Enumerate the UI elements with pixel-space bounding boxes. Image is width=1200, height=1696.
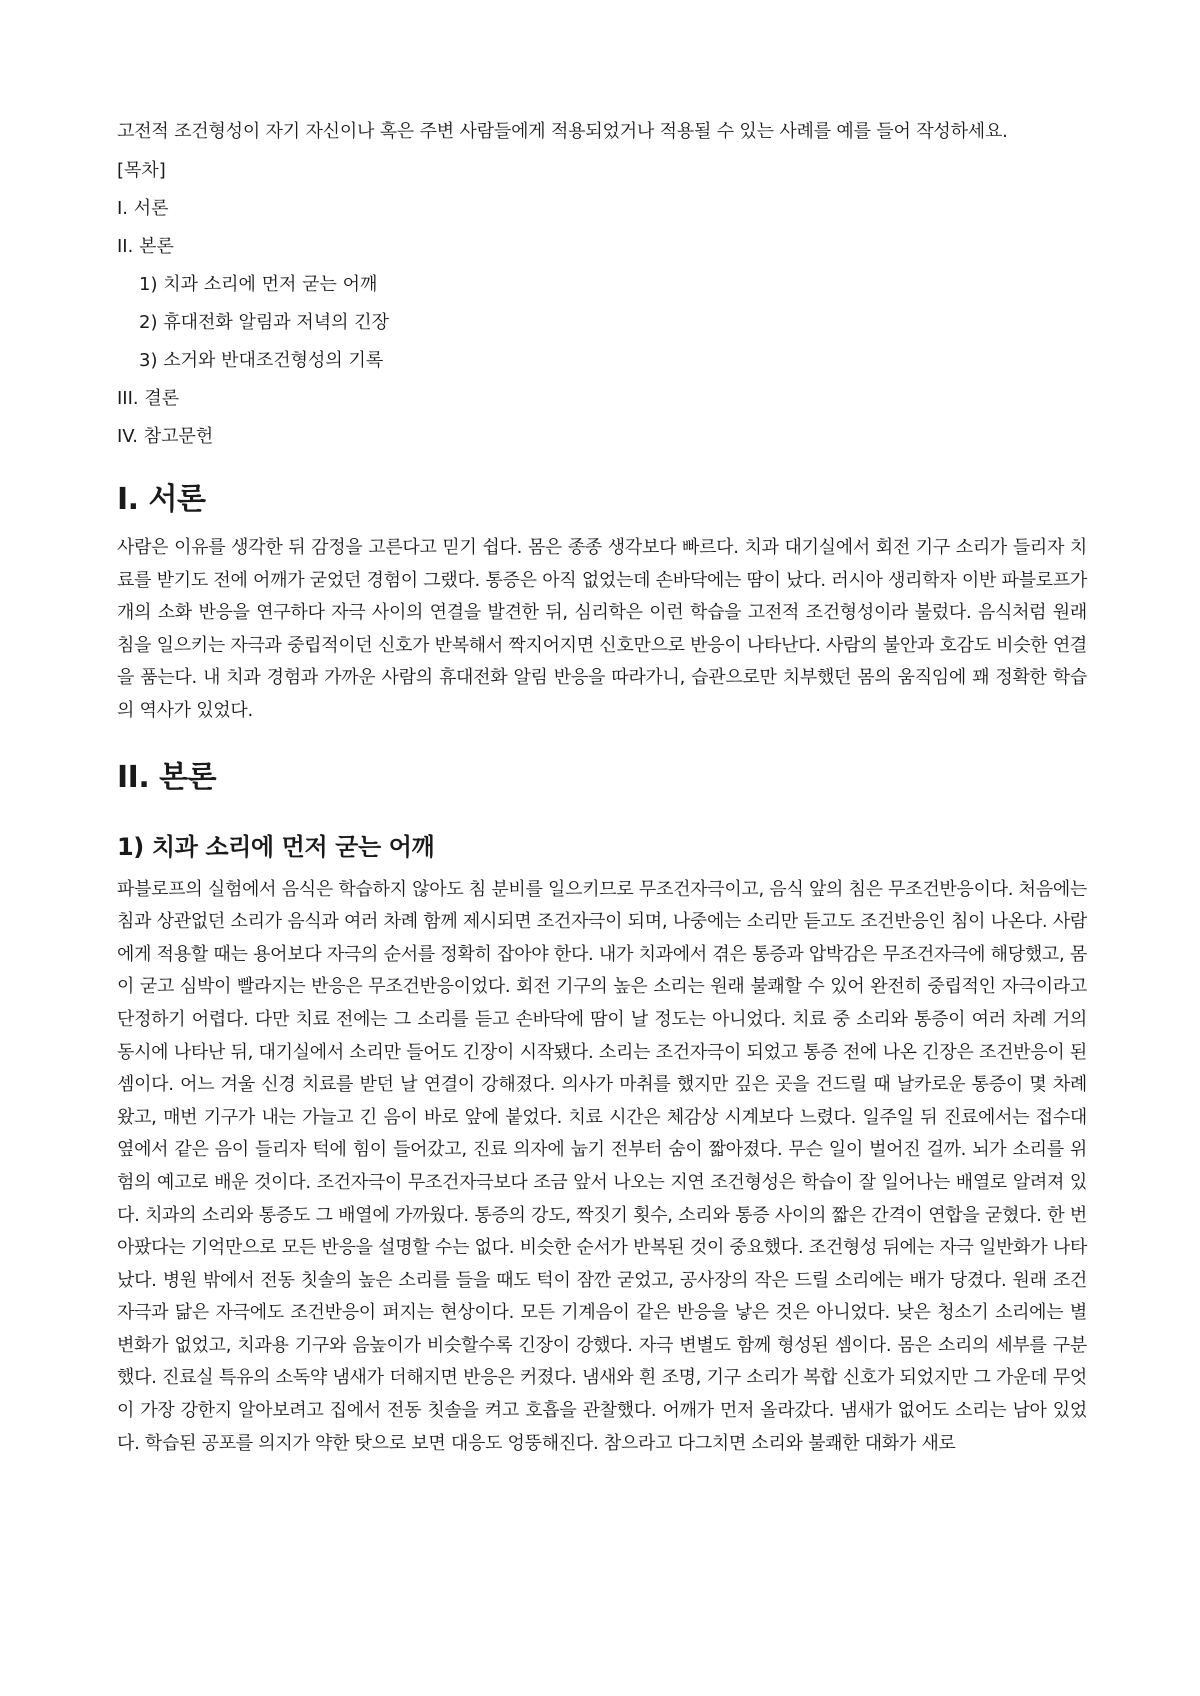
subsection-1-paragraph: 파블로프의 실험에서 음식은 학습하지 않아도 침 분비를 일으키므로 무조건자극이고, 음식 앞의 침은 무조건반응이다. 처음에는 침과 상관없던 소리가 음식과 여러 차례 함께 제시되면 조건자극이 되며, 나중에는 소리만 듣고도 조건반응인 침이 나온다. 사람에게 적용할 때는 용어보다 자극의 순서를 정확히 잡아야 한다. 내가 치과에서 겪은 통증과 압박감은 무조건자극에 해당했고, 몸이 굳고 심박이 빨라지는 반응은 무조건반응이었다. 회전 기구의 높은 소리는 원래 불쾌할 수 있어 완전히 중립적인 자극이라고 단정하기 어렵다. 다만 치료 전에는 그 소리를 듣고 손바닥에 땀이 날 정도는 아니었다. 치료 중 소리와 통증이 여러 차례 거의 동시에 나타난 뒤, 대기실에서 소리만 들어도 긴장이 시작됐다. 소리는 조건자극이 되었고 통증 전에 나온 긴장은 조건반응이 된 셈이다. 어느 겨울 신경 치료를 받던 날 연결이 강해졌다. 의사가 마취를 했지만 깊은 곳을 건드릴 때 날카로운 통증이 몇 차례 왔고, 매번 기구가 내는 가늘고 긴 음이 바로 앞에 붙었다. 치료 시간은 체감상 시계보다 느렸다. 일주일 뒤 진료에서는 접수대 옆에서 같은 음이 들리자 턱에 힘이 들어갔고, 진료 의자에 눕기 전부터 숨이 짧아졌다. 무슨 일이 벌어진 걸까. 뇌가 소리를 위험의 예고로 배운 것이다. 조건자극이 무조건자극보다 조금 앞서 나오는 지연 조건형성은 학습이 잘 일어나는 배열로 알려져 있다. 치과의 소리와 통증도 그 배열에 가까웠다. 통증의 강도, 짝짓기 횟수, 소리와 통증 사이의 짧은 간격이 연합을 굳혔다. 한 번 아팠다는 기억만으로 모든 반응을 설명할 수는 없다. 비슷한 순서가 반복된 것이 중요했다. 조건형성 뒤에는 자극 일반화가 나타났다. 병원 밖에서 전동 칫솔의 높은 소리를 들을 때도 턱이 잠깐 굳었고, 공사장의 작은 드릴 소리에는 배가 당겼다. 원래 조건자극과 닮은 자극에도 조건반응이 퍼지는 현상이다. 모든 기계음이 같은 반응을 낳은 것은 아니었다. 낮은 청소기 소리에는 별 변화가 없었고, 치과용 기구와 음높이가 비슷할수록 긴장이 강했다. 자극 변별도 함께 형성된 셈이다. 몸은 소리의 세부를 구분했다. 진료실 특유의 소독약 냄새가 더해지면 반응은 커졌다. 냄새와 흰 조명, 기구 소리가 복합 신호가 되었지만 그 가운데 무엇이 가장 강한지 알아보려고 집에서 전동 칫솔을 켜고 호흡을 관찰했다. 어깨가 먼저 올라갔다. 냄새가 없어도 소리는 남아 있었다. 학습된 공포를 의지가 약한 탓으로 보면 대응도 엉뚱해진다. 참으라고 다그치면 소리와 불쾌한 대화가 새로 bbox=[117, 878, 1087, 1454]
toc-item-references: IV. 참고문헌 bbox=[117, 426, 214, 447]
toc-item-body-3: 3) 소거와 반대조건형성의 기록 bbox=[139, 350, 384, 371]
toc-heading: [목차] bbox=[117, 160, 166, 181]
table-of-contents bbox=[117, 196, 1087, 450]
document-page bbox=[117, 118, 1087, 1460]
toc-item-body-1: 1) 치과 소리에 먼저 굳는 어깨 bbox=[139, 274, 378, 295]
toc-item-body-2: 2) 휴대전화 알림과 저녁의 긴장 bbox=[139, 312, 390, 333]
intro-paragraph: 사람은 이유를 생각한 뒤 감정을 고른다고 믿기 쉽다. 몸은 종종 생각보다 빠르다. 치과 대기실에서 회전 기구 소리가 들리자 치료를 받기도 전에 어깨가 굳었던 경험이 그랬다. 통증은 아직 없었는데 손바닥에는 땀이 났다. 러시아 생리학자 이반 파블로프가 개의 소화 반응을 연구하다 자극 사이의 연결을 발견한 뒤, 심리학은 이런 학습을 고전적 조건형성이라 불렀다. 음식처럼 원래 침을 일으키는 자극과 중립적이던 신호가 반복해서 짝지어지면 신호만으로 반응이 나타난다. 사람의 불안과 호감도 비슷한 연결을 품는다. 내 치과 경험과 가까운 사람의 휴대전화 알림 반응을 따라가니, 습관으로만 치부했던 몸의 움직임에 꽤 정확한 학습의 역사가 있었다. bbox=[117, 537, 1087, 721]
toc-item-intro: I. 서론 bbox=[117, 198, 169, 219]
section-title-body: II. 본론 bbox=[117, 759, 217, 795]
toc-item-conclusion: III. 결론 bbox=[117, 388, 180, 409]
toc-item-body: II. 본론 bbox=[117, 236, 174, 257]
section-title-intro: I. 서론 bbox=[117, 482, 206, 517]
assignment-prompt: 고전적 조건형성이 자기 자신이나 혹은 주변 사람들에게 적용되었거나 적용될 수 있는 사례를 예를 들어 작성하세요. bbox=[117, 121, 1008, 142]
subsection-title-1: 1) 치과 소리에 먼저 굳는 어깨 bbox=[117, 832, 435, 861]
